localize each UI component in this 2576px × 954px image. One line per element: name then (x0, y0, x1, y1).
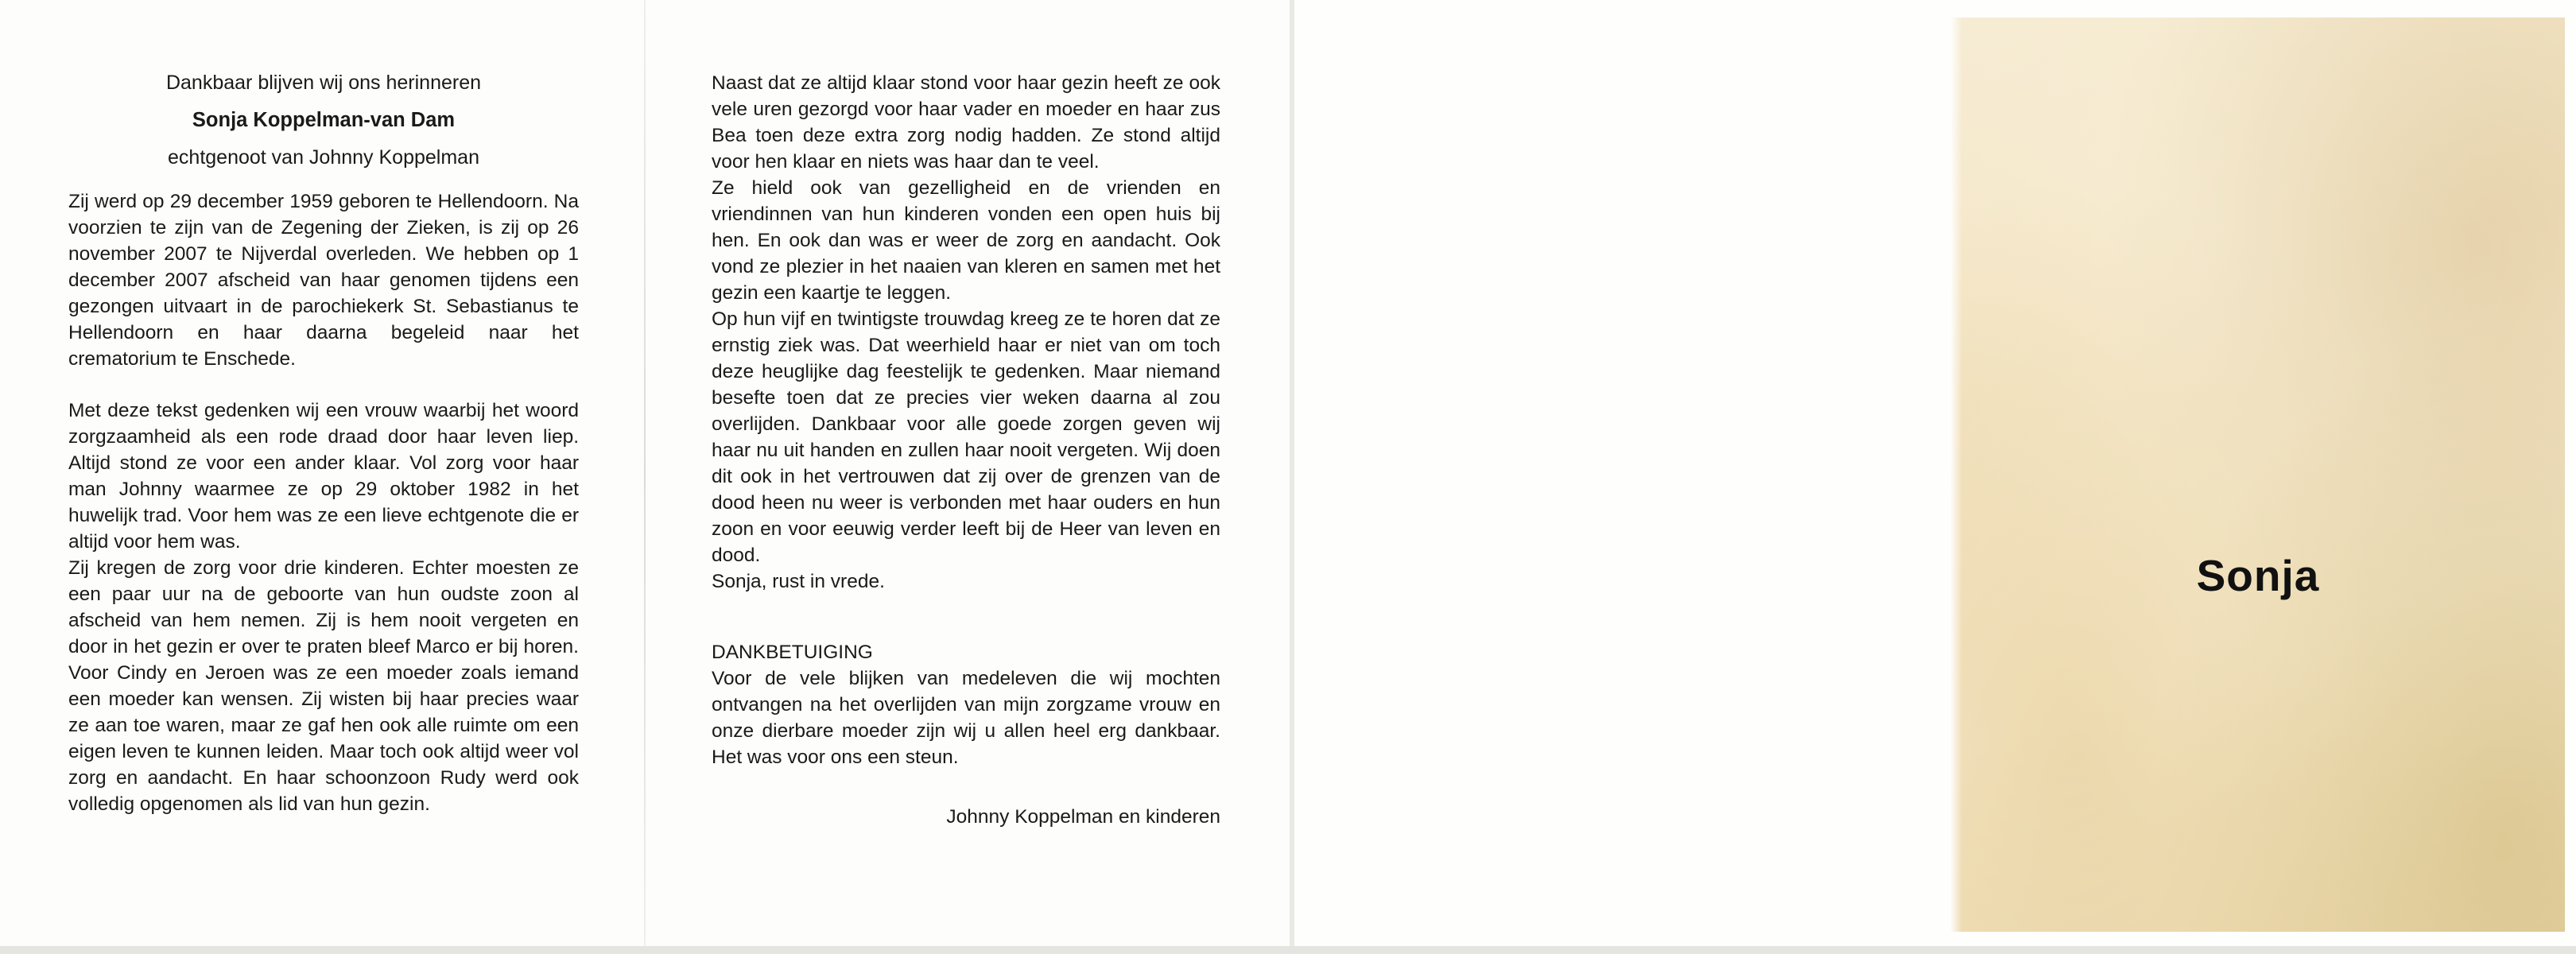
farewell-line: Sonja, rust in vrede. (712, 571, 885, 592)
cover-photo (1951, 17, 2565, 932)
memory-paragraph: Met deze tekst gedenken wij een vrouw waarbij het woord zorgzaamheid als een rode draad door haar leven liep. Altijd stond ze voor een ander klaar. Vol zorg voor haar man Johnny waarmee ze op 29 oktober 1982 in het huwelijk trad. Voor hem was ze een lieve echtgenote die er altijd voor hem was. (68, 400, 579, 553)
birth-death-paragraph: Zij werd op 29 december 1959 geboren te Hellendoorn. Na voorzien te zijn van de Zegening der Zieken, is zij op 26 november 2007 te Nijverdal overleden. We hebben op 1 december 2007 afscheid van haar genomen tijdens een gezongen uitvaart in de parochiekerk St. Sebastianus te Hellendoorn en haar daarna begeleid naar het crematorium te Enschede. (68, 191, 579, 370)
family-paragraph: Naast dat ze altijd klaar stond voor haar gezin heeft ze ook vele uren gezorgd voor haar vader en moeder en haar zus Bea toen deze extra zorg nodig hadden. Ze stond altijd voor hen klaar en niets was haar dan te veel. (712, 72, 1220, 173)
deceased-name: Sonja Koppelman-van Dam (192, 109, 456, 131)
scan-bottom-edge (0, 946, 2576, 954)
left-page-column (68, 70, 579, 817)
signoff: Johnny Koppelman en kinderen (946, 806, 1220, 828)
spouse-line: echtgenoot van Johnny Koppelman (168, 146, 479, 169)
photo-edge-fade (1951, 17, 1962, 932)
right-page-column (712, 70, 1220, 850)
children-paragraph: Zij kregen de zorg voor drie kinderen. Echter moesten ze een paar uur na de geboorte van hun oudste zoon al afscheid van hem nemen. Zij is hem nooit vergeten en door in het gezin er over te praten bleef Marco er bij horen. Voor Cindy en Jeroen was ze een moeder zoals iemand een moeder kan wensen. Zij wisten bij haar precies waar ze aan toe waren, maar ze gaf hen ook alle ruimte om een eigen leven te kunnen leiden. Maar toch ook altijd weer vol zorg en aandacht. En haar schoonzoon Rudy werd ook volledig opgenomen als lid van hun gezin. (68, 557, 579, 815)
anniversary-paragraph: Op hun vijf en twintigste trouwdag kreeg ze te horen dat ze ernstig ziek was. Dat weerhield haar er niet van om toch deze heuglijke dag feestelijk te gedenken. Maar niemand besefte toen dat ze precies vier weken daarna al zou overlijden. Dankbaar voor alle goede zorgen geven wij haar nu uit handen en zullen haar nooit vergeten. Wij doen dit ook in het vertrouwen dat zij over de grenzen van de dood heen nu weer is verbonden met haar ouders en hun zoon en voor eeuwig verder leeft bij de Heer van leven en dood. (712, 308, 1220, 566)
friends-paragraph: Ze hield ook van gezelligheid en de vrienden en vriendinnen van hun kinderen vonden een open huis bij hen. En ook dan was er weer de zorg en aandacht. Ook vond ze plezier in het naaien van kleren en samen met het gezin een kaartje te leggen. (712, 177, 1220, 304)
thanks-paragraph: Voor de vele blijken van medeleven die wij mochten ontvangen na het overlijden van mijn zorgzame vrouw en onze dierbare moeder zijn wij u allen heel erg dankbaar. Het was voor ons een steun. (712, 668, 1220, 768)
cover-title: Sonja (2196, 551, 2320, 600)
thanks-heading: DANKBETUIGING (712, 642, 873, 663)
intro-line: Dankbaar blijven wij ons herinneren (165, 72, 482, 94)
outer-spread (1294, 0, 2576, 952)
fold-line (644, 0, 646, 952)
inner-spread (0, 0, 1290, 952)
